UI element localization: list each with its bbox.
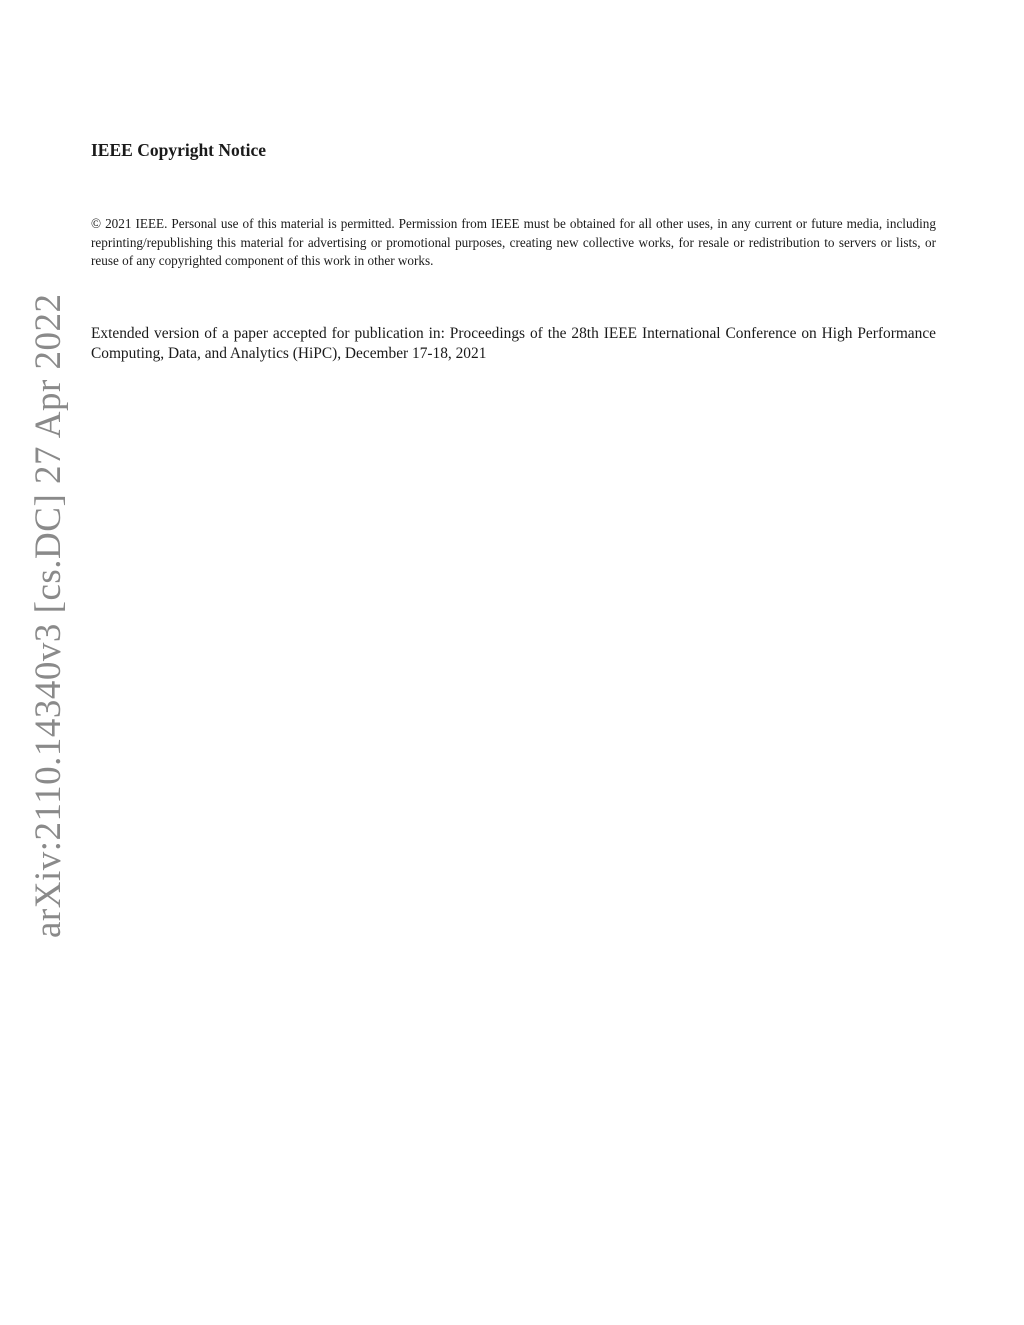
copyright-notice-title: IEEE Copyright Notice (91, 140, 266, 160)
arxiv-identifier-text: arXiv:2110.14340v3 [cs.DC] 27 Apr 2022 (28, 293, 69, 938)
publication-statement: Extended version of a paper accepted for publication in: Proceedings of the 28th IEEE International Conference on High Performance Computing, Data, and Analytics (HiPC), December 17-18, 2021 (91, 325, 936, 362)
copyright-statement: © 2021 IEEE. Personal use of this material is permitted. Permission from IEEE must be obtained for all other uses, in any current or future media, including reprinting/republishing this material for advertising or promotional purposes, creating new collective works, for resale or redistribution to servers or lists, or reuse of any copyrighted component of this work in other works. (91, 216, 936, 268)
